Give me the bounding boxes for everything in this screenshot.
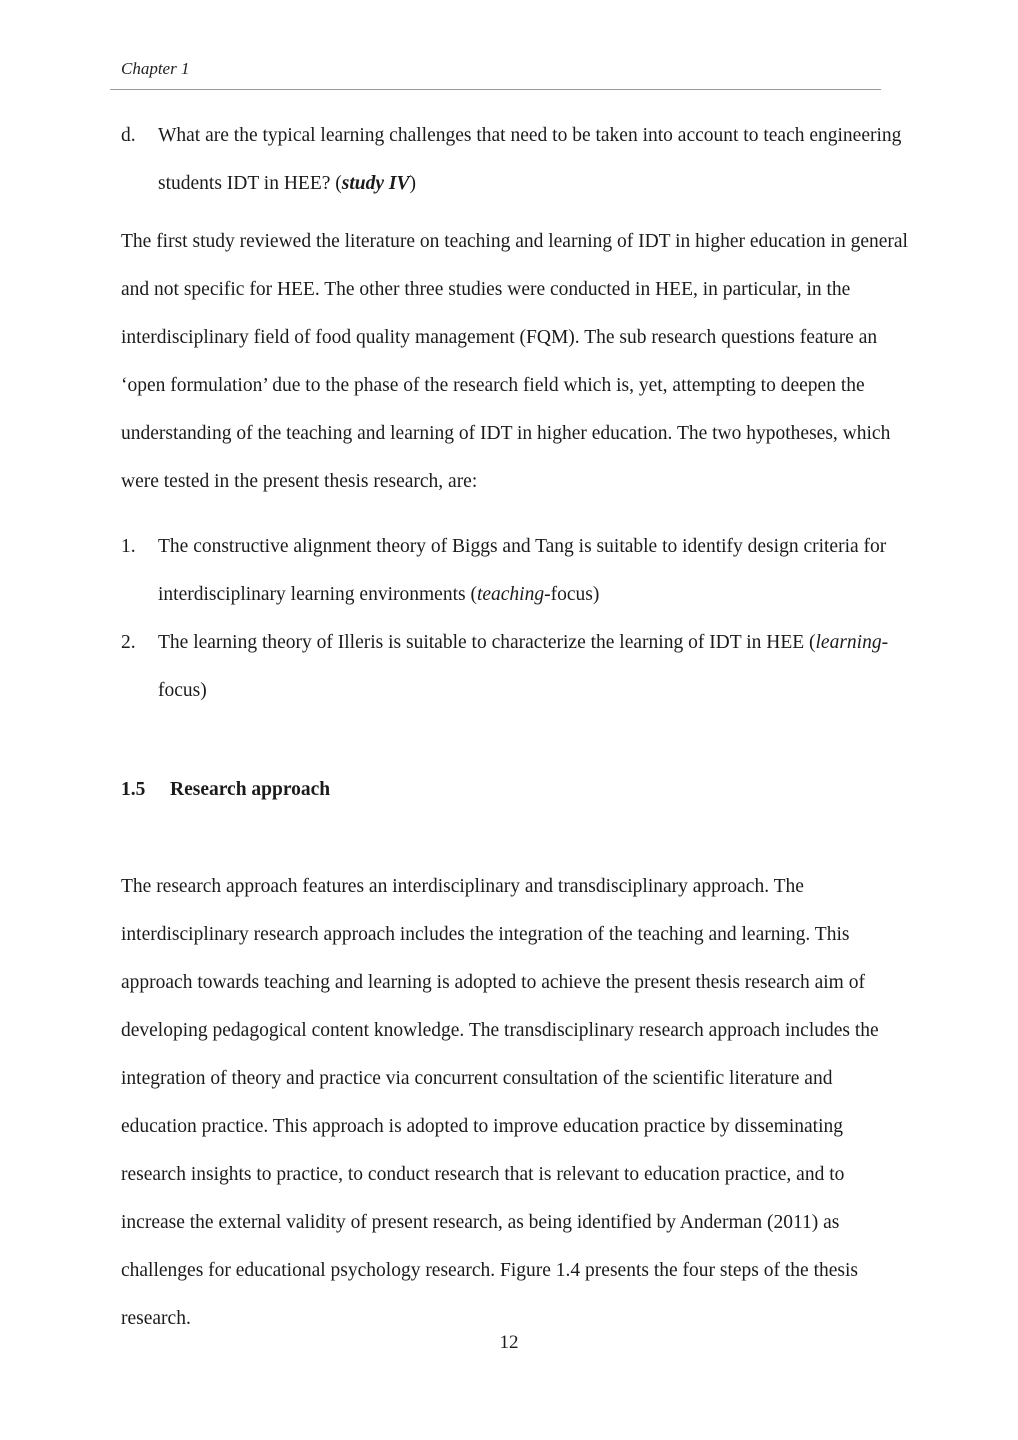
- question-item-d: [121, 112, 909, 208]
- section-title: Research approach: [170, 779, 331, 800]
- section-heading-1-5: [121, 766, 909, 814]
- question-item-text: What are the typical learning challenges that need to be taken into account to teach engineering students IDT in HEE? (study IV): [158, 125, 902, 194]
- page-content: [121, 112, 909, 1343]
- hypothesis-1-marker: 1.: [121, 536, 136, 557]
- paragraph-research-approach: The research approach features an interdisciplinary and transdisciplinary approach. The interdisciplinary research approach includes the integration of the teaching and learning. This approach towards teaching and learning is adopted to achieve the present thesis research aim of developing pedagogical content knowledge. The transdisciplinary research approach includes the integration of theory and practice via concurrent consultation of the scientific literature and education practice. This approach is adopted to improve education practice by disseminating research insights to practice, to conduct research that is relevant to education practice, and to increase the external validity of present research, as being identified by Anderman (2011) as challenges for educational psychology research. Figure 1.4 presents the four steps of the thesis research.: [121, 876, 879, 1329]
- hypothesis-2-text: The learning theory of Illeris is suitable to characterize the learning of IDT in HEE (learning-focus): [158, 632, 889, 701]
- hypothesis-1-text: The constructive alignment theory of Biggs and Tang is suitable to identify design criteria for interdisciplinary learning environments (teaching-focus): [158, 536, 887, 605]
- paragraph-first-study: The first study reviewed the literature on teaching and learning of IDT in higher education in general and not specific for HEE. The other three studies were conducted in HEE, in particular, in the interdisciplinary field of food quality management (FQM). The sub research questions feature an ‘open formulation’ due to the phase of the research field which is, yet, attempting to deepen the understanding of the teaching and learning of IDT in higher education. The two hypotheses, which were tested in the present thesis research, are:: [121, 231, 908, 492]
- hypothesis-2-marker: 2.: [121, 632, 136, 653]
- section-number: 1.5: [121, 779, 146, 800]
- header-rule: [110, 89, 881, 90]
- question-item-marker: d.: [121, 125, 136, 146]
- running-header: Chapter 1: [121, 59, 190, 78]
- hypothesis-item-1: [121, 523, 909, 619]
- page-number: 12: [499, 1332, 519, 1353]
- hypothesis-item-2: [121, 619, 909, 715]
- hypotheses-list: [121, 523, 909, 715]
